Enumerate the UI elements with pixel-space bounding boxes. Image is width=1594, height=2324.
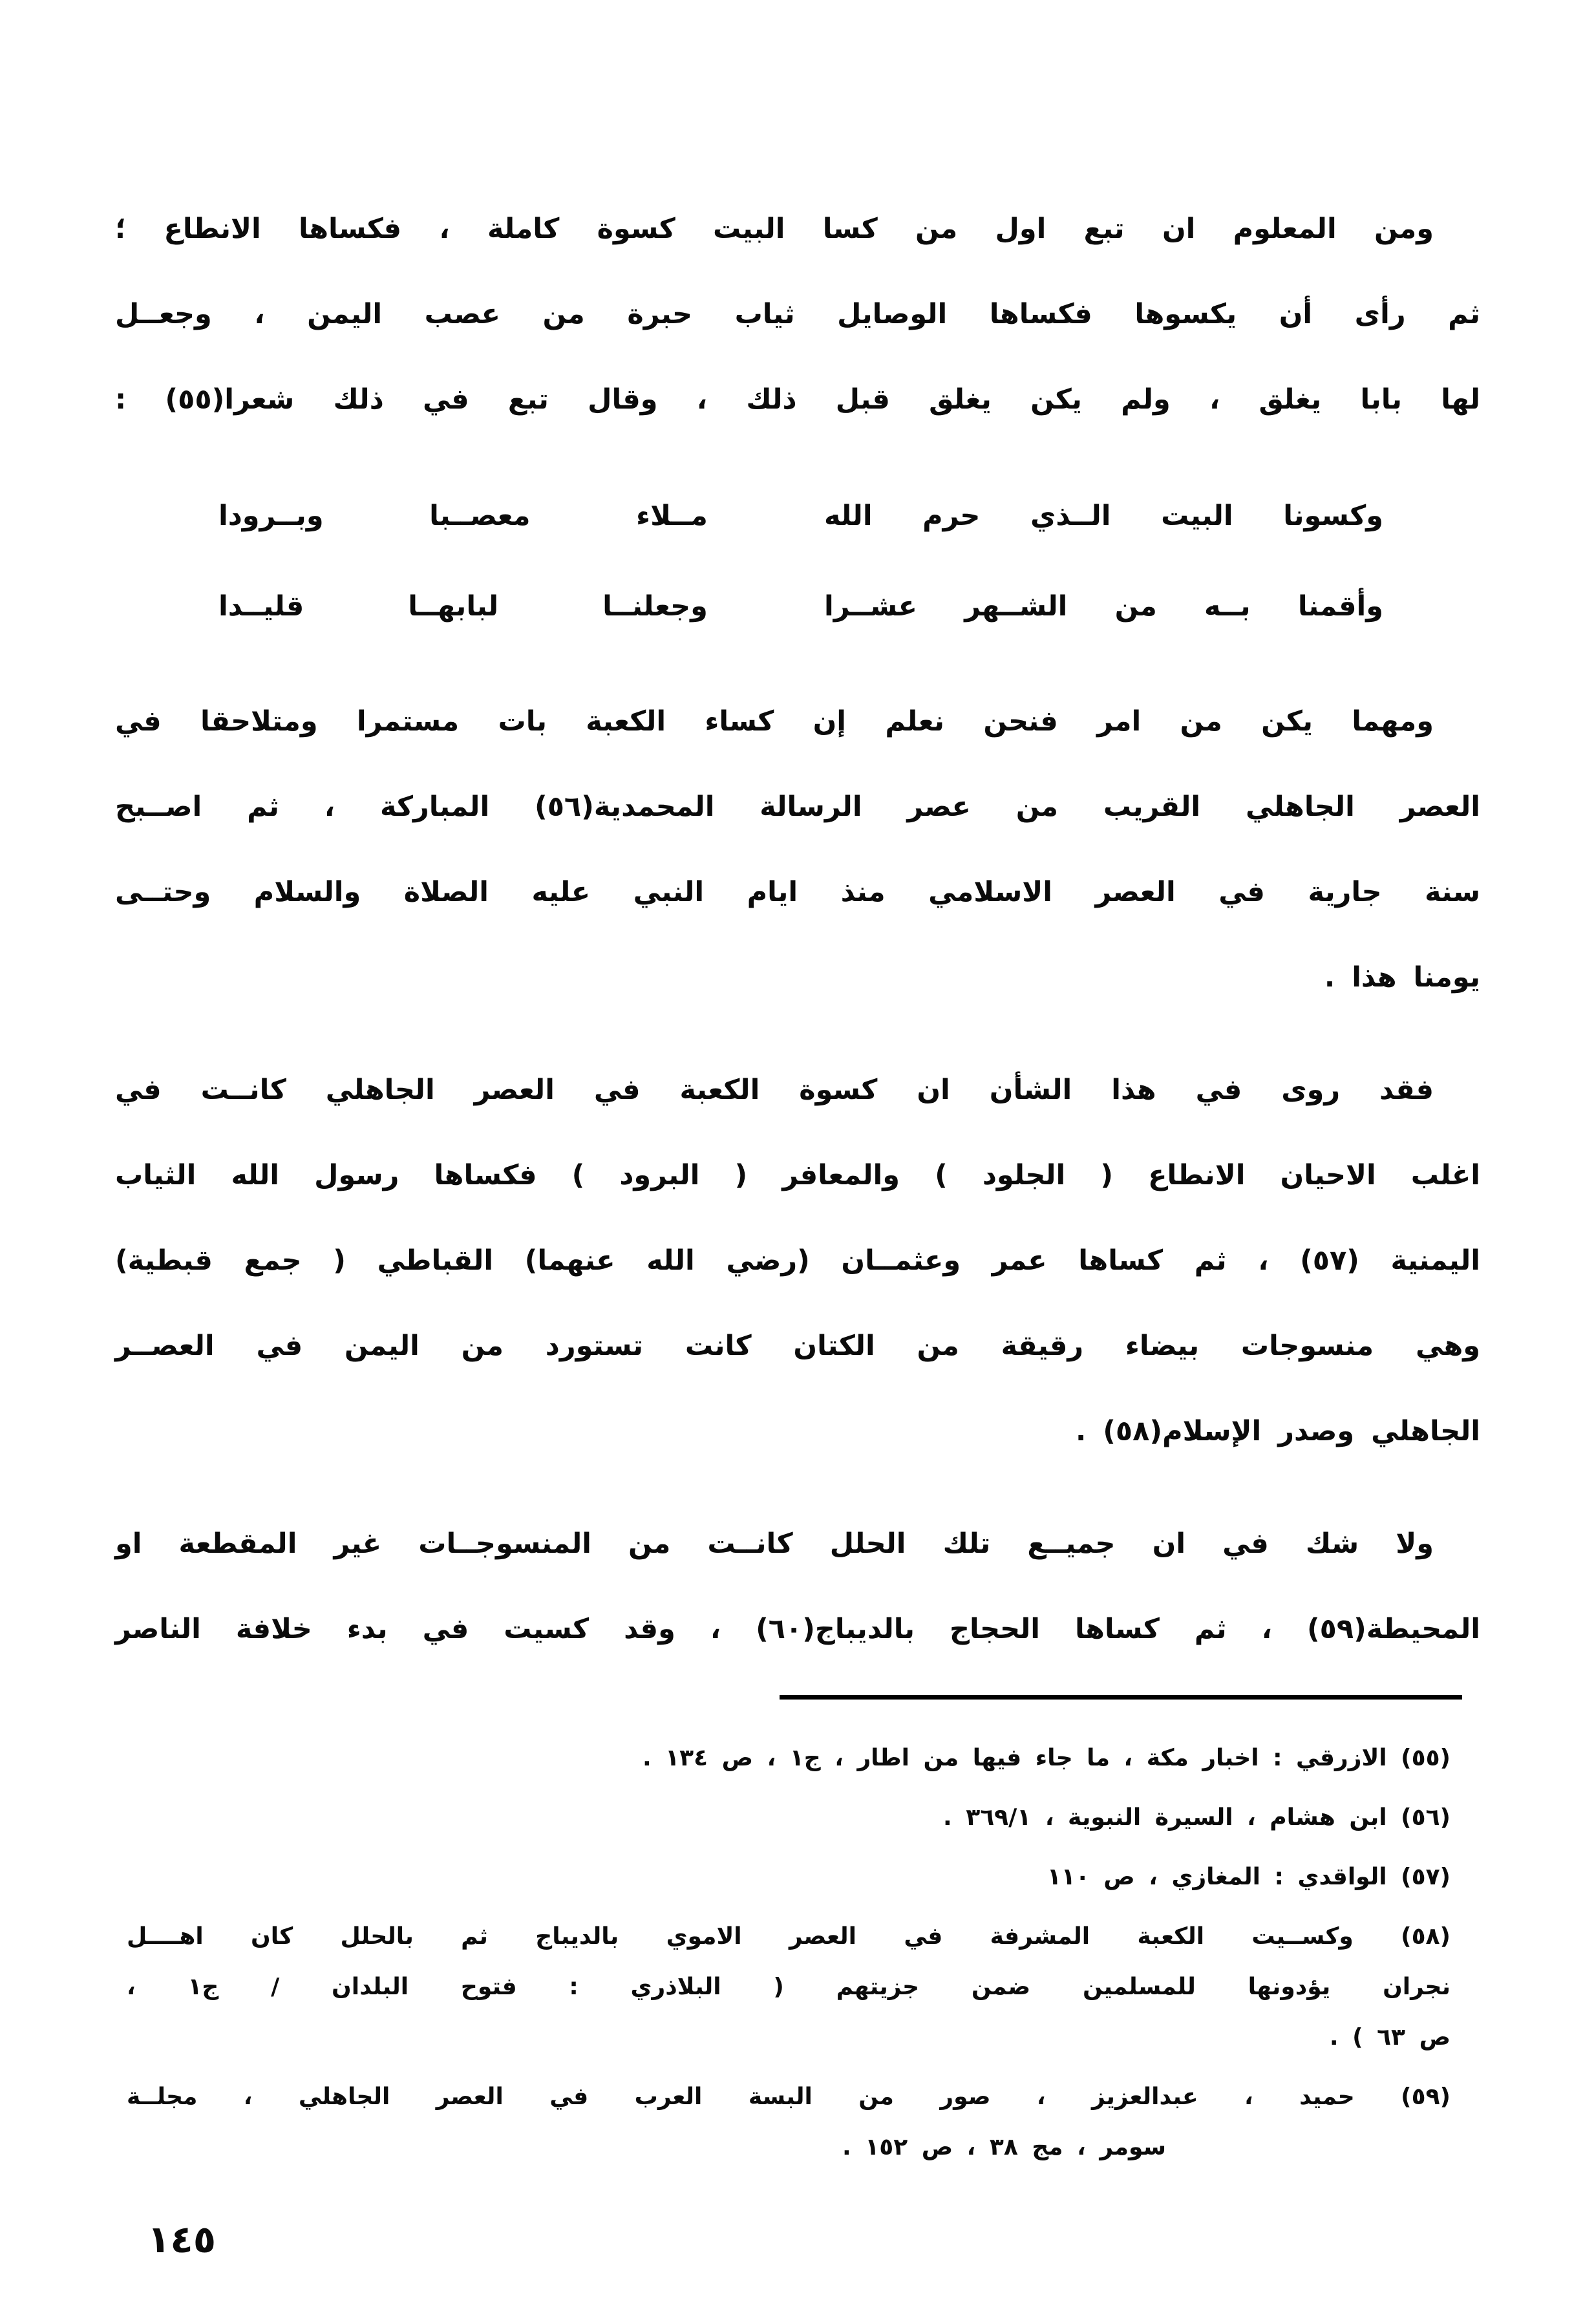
footnote-57: [127, 1852, 1451, 1903]
footnote-number: (٥٧): [1401, 1864, 1451, 1890]
footnote-number: (٥٦): [1401, 1804, 1451, 1831]
paragraph-3: [115, 1047, 1480, 1474]
footnote-55: [127, 1733, 1451, 1784]
text-line: الجاهلي وصدر الإسلام(٥٨) .: [1075, 1415, 1480, 1447]
footnote-number: (٥٥): [1401, 1745, 1451, 1771]
footnote-line: [127, 1962, 1451, 2012]
text-line: المحيطة(٥٩) ، ثم كساها الحجاج بالديباج(٦٠) ، وقد كسيت في بدء خلافة الناصر: [115, 1613, 1481, 1645]
footnote-line: [127, 2072, 1451, 2122]
footnote-56: [127, 1793, 1451, 1843]
footnote-58: [127, 1912, 1451, 2063]
footnote-text: سومر ، مج ٣٨ ، ص ١٥٢ .: [842, 2134, 1166, 2160]
text-line: ولا شك في ان جميــع تلك الحلل كانــت من المنسوجــات غير المقطعة او: [115, 1528, 1434, 1560]
text-line: ثم رأى أن يكسوها فكساها الوصايل ثياب حبرة من عصب اليمن ، وجعــل: [115, 298, 1480, 330]
footnote-line: [127, 1793, 1451, 1843]
poem-verse: [218, 561, 1383, 652]
text-line: يومنا هذا .: [1324, 961, 1480, 994]
text-line: سنة جارية في العصر الاسلامي منذ ايام النبي عليه الصلاة والسلام وحتــى: [115, 876, 1480, 908]
text-line: اليمنية (٥٧) ، ثم كساها عمر وعثمــان (رضي الله عنهما) القباطي ( جمع قبطية): [115, 1244, 1480, 1277]
paragraph-4: [115, 1501, 1480, 1672]
footnote-text: ابن هشام ، السيرة النبوية ، ٣٦٩/١ .: [943, 1804, 1387, 1831]
footnote-59: [127, 2072, 1451, 2173]
text-line: لها بابا يغلق ، ولم يكن يغلق قبل ذلك ، وقال تبع في ذلك شعرا(٥٥) :: [115, 383, 1480, 416]
poem-hemistich-right: وكسونا البيت الــذي حرم الله: [824, 500, 1383, 532]
footnote-line: [127, 1852, 1451, 1903]
text-line: العصر الجاهلي القريب من عصر الرسالة المحمدية(٥٦) المباركة ، ثم اصــبح: [115, 791, 1480, 823]
poem-hemistich-right: وأقمنا بــه من الشــهر عشــرا: [824, 590, 1383, 623]
footnote-text: الواقدي : المغازي ، ص ١١٠: [1047, 1864, 1387, 1890]
footnotes-block: [127, 1733, 1451, 2173]
footnote-text: ص ٦٣ ) .: [1329, 2024, 1451, 2051]
footnote-line: [127, 1912, 1451, 1962]
footnote-line: [127, 1733, 1451, 1784]
text-line: ومهما يكن من امر فنحن نعلم إن كساء الكعبة بات مستمرا ومتلاحقا في: [115, 705, 1434, 738]
footnote-number: (٥٨): [1401, 1923, 1451, 1950]
text-line: وهي منسوجات بيضاء رقيقة من الكتان كانت تستورد من اليمن في العصــر: [115, 1330, 1480, 1362]
paragraph-1: [115, 186, 1480, 442]
footnote-line: [127, 2122, 1166, 2173]
footnote-divider: [780, 1695, 1462, 1700]
footnote-text: حميد ، عبدالعزيز ، صور من البسة العرب في العصر الجاهلي ، مجلــة: [127, 2084, 1355, 2110]
poem-hemistich-left: مــلاء معصــبا وبــرودا: [218, 500, 708, 532]
footnote-line: [127, 2012, 1451, 2063]
text-line: اغلب الاحيان الانطاع ( الجلود ) والمعافر ( البرود ) فكساها رسول الله الثياب: [115, 1159, 1480, 1191]
footnote-text: نجران يؤدونها للمسلمين ضمن جزيتهم ( البلاذري : فتوح البلدان / ج١ ،: [127, 1974, 1451, 2000]
paragraph-2: [115, 679, 1480, 1020]
text-line: فقد روى في هذا الشأن ان كسوة الكعبة في العصر الجاهلي كانــت في: [115, 1074, 1434, 1106]
page-number: ١٤٥: [147, 2217, 217, 2261]
text-line: ومن المعلوم ان تبع اول من كسا البيت كسوة كاملة ، فكساها الانطاع ؛: [115, 213, 1434, 245]
poem-verse: [218, 471, 1383, 561]
page-content: [115, 0, 1480, 2173]
footnote-number: (٥٩): [1401, 2084, 1451, 2110]
footnote-text: الازرقي : اخبار مكة ، ما جاء فيها من اطار ، ج١ ، ص ١٣٤ .: [642, 1745, 1387, 1771]
footnote-text: وكســيت الكعبة المشرفة في العصر الاموي بالديباج ثم بالحلل كان اهــــل: [127, 1923, 1354, 1950]
poem-hemistich-left: وجعلنــا لبابهــا قليــدا: [218, 590, 708, 623]
poem-block: [115, 471, 1480, 652]
